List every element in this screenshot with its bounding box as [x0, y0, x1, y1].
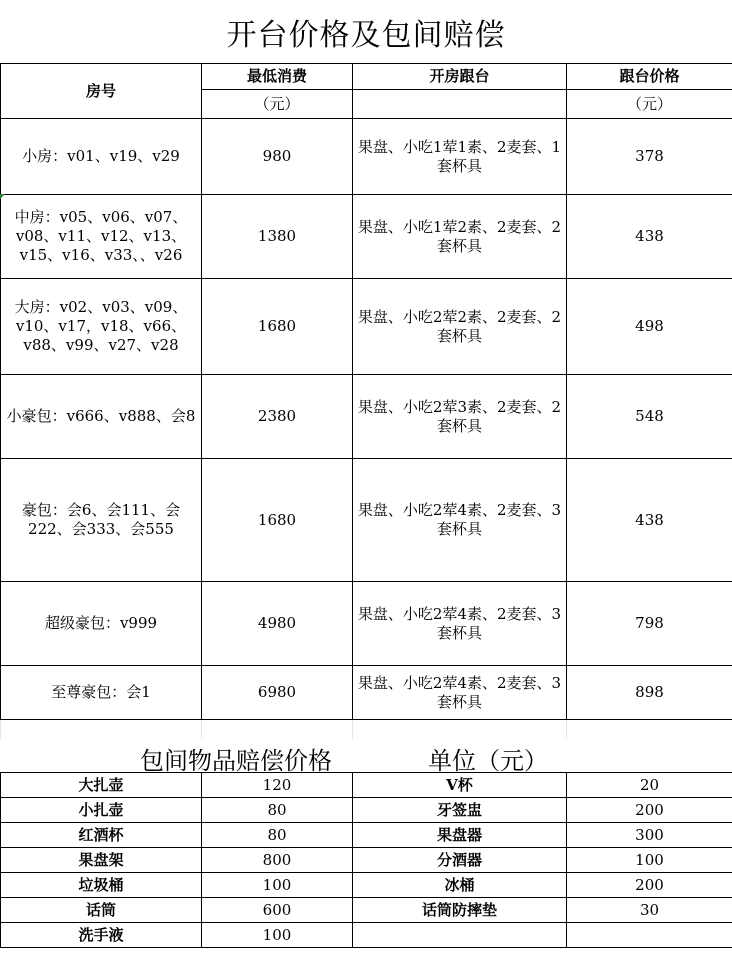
table-row [1, 195, 732, 279]
page-title: 开台价格及包间赔偿 [0, 0, 732, 64]
table-row [1, 375, 732, 459]
room-name: 大房：v02、v03、v09、v10、v17，v18、v66、v88、v99、v27、v28 [1, 279, 202, 375]
room-price: 548 [567, 375, 732, 459]
table-row [1, 666, 732, 720]
table-row [1, 582, 732, 666]
room-package: 果盘、小吃2荤3素、2麦套、2套杯具 [353, 375, 567, 459]
room-price-table [0, 63, 732, 739]
item-price: 600 [202, 898, 353, 923]
room-name: 豪包：会6、会111、会222、会333、会555 [1, 459, 202, 582]
item-name: 果盘架 [1, 848, 202, 873]
header-package-blank [353, 90, 567, 119]
table-row [1, 459, 732, 582]
item-price: 80 [202, 798, 353, 823]
item-name: 大扎壶 [1, 773, 202, 798]
item-price: 20 [567, 773, 732, 798]
item-price: 80 [202, 823, 353, 848]
header-room: 房号 [1, 64, 202, 119]
room-name: 至尊豪包：会1 [1, 666, 202, 720]
header-min-spend: 最低消费 [202, 64, 353, 90]
item-price: 100 [202, 873, 353, 898]
room-name: 小房：v01、v19、v29 [1, 119, 202, 195]
header-price-unit: （元） [567, 90, 732, 119]
room-min-spend: 980 [202, 119, 353, 195]
room-price: 438 [567, 195, 732, 279]
room-min-spend: 6980 [202, 666, 353, 720]
table-row [1, 773, 732, 798]
item-name: 话筒 [1, 898, 202, 923]
item-price: 100 [202, 923, 353, 948]
room-price: 438 [567, 459, 732, 582]
item-price: 30 [567, 898, 732, 923]
item-name: 牙签盅 [353, 798, 567, 823]
room-price: 798 [567, 582, 732, 666]
room-min-spend: 1680 [202, 279, 353, 375]
room-name: 中房：v05、v06、v07、v08、v11、v12、v13、v15、v16、v33、、v26 [1, 195, 202, 279]
item-price: 800 [202, 848, 353, 873]
item-name: 话筒防摔垫 [353, 898, 567, 923]
item-price [567, 923, 732, 948]
table-row [1, 848, 732, 873]
room-price: 498 [567, 279, 732, 375]
compensation-title: 包间物品赔偿价格 [140, 747, 332, 775]
spacer-row [1, 720, 732, 739]
room-package: 果盘、小吃1荤2素、2麦套、2套杯具 [353, 195, 567, 279]
room-min-spend: 2380 [202, 375, 353, 459]
room-name: 超级豪包：v999 [1, 582, 202, 666]
table-row [1, 798, 732, 823]
item-name: V杯 [353, 773, 567, 798]
room-min-spend: 4980 [202, 582, 353, 666]
item-name: 分酒器 [353, 848, 567, 873]
item-name: 果盘器 [353, 823, 567, 848]
compensation-table [0, 772, 732, 948]
item-price: 200 [567, 798, 732, 823]
compensation-unit: 单位（元） [428, 747, 548, 775]
header-price: 跟台价格 [567, 64, 732, 90]
item-name: 冰桶 [353, 873, 567, 898]
table-row [1, 898, 732, 923]
item-name: 洗手液 [1, 923, 202, 948]
room-package: 果盘、小吃2荤4素、2麦套、3套杯具 [353, 582, 567, 666]
header-row [1, 64, 732, 90]
room-price: 378 [567, 119, 732, 195]
item-price: 200 [567, 873, 732, 898]
room-package: 果盘、小吃2荤2素、2麦套、2套杯具 [353, 279, 567, 375]
table-row [1, 923, 732, 948]
item-name: 小扎壶 [1, 798, 202, 823]
room-package: 果盘、小吃2荤4素、2麦套、3套杯具 [353, 666, 567, 720]
cell-marker [0, 194, 5, 199]
table-row [1, 873, 732, 898]
item-price: 100 [567, 848, 732, 873]
header-min-spend-unit: （元） [202, 90, 353, 119]
room-package: 果盘、小吃1荤1素、2麦套、1套杯具 [353, 119, 567, 195]
room-min-spend: 1680 [202, 459, 353, 582]
room-name: 小豪包：v666、v888、会8 [1, 375, 202, 459]
item-name [353, 923, 567, 948]
table-row [1, 823, 732, 848]
room-price: 898 [567, 666, 732, 720]
room-package: 果盘、小吃2荤4素、2麦套、3套杯具 [353, 459, 567, 582]
item-price: 300 [567, 823, 732, 848]
room-min-spend: 1380 [202, 195, 353, 279]
header-package: 开房跟台 [353, 64, 567, 90]
table-row [1, 279, 732, 375]
item-name: 垃圾桶 [1, 873, 202, 898]
item-price: 120 [202, 773, 353, 798]
table-row [1, 119, 732, 195]
compensation-heading [0, 739, 732, 775]
item-name: 红酒杯 [1, 823, 202, 848]
